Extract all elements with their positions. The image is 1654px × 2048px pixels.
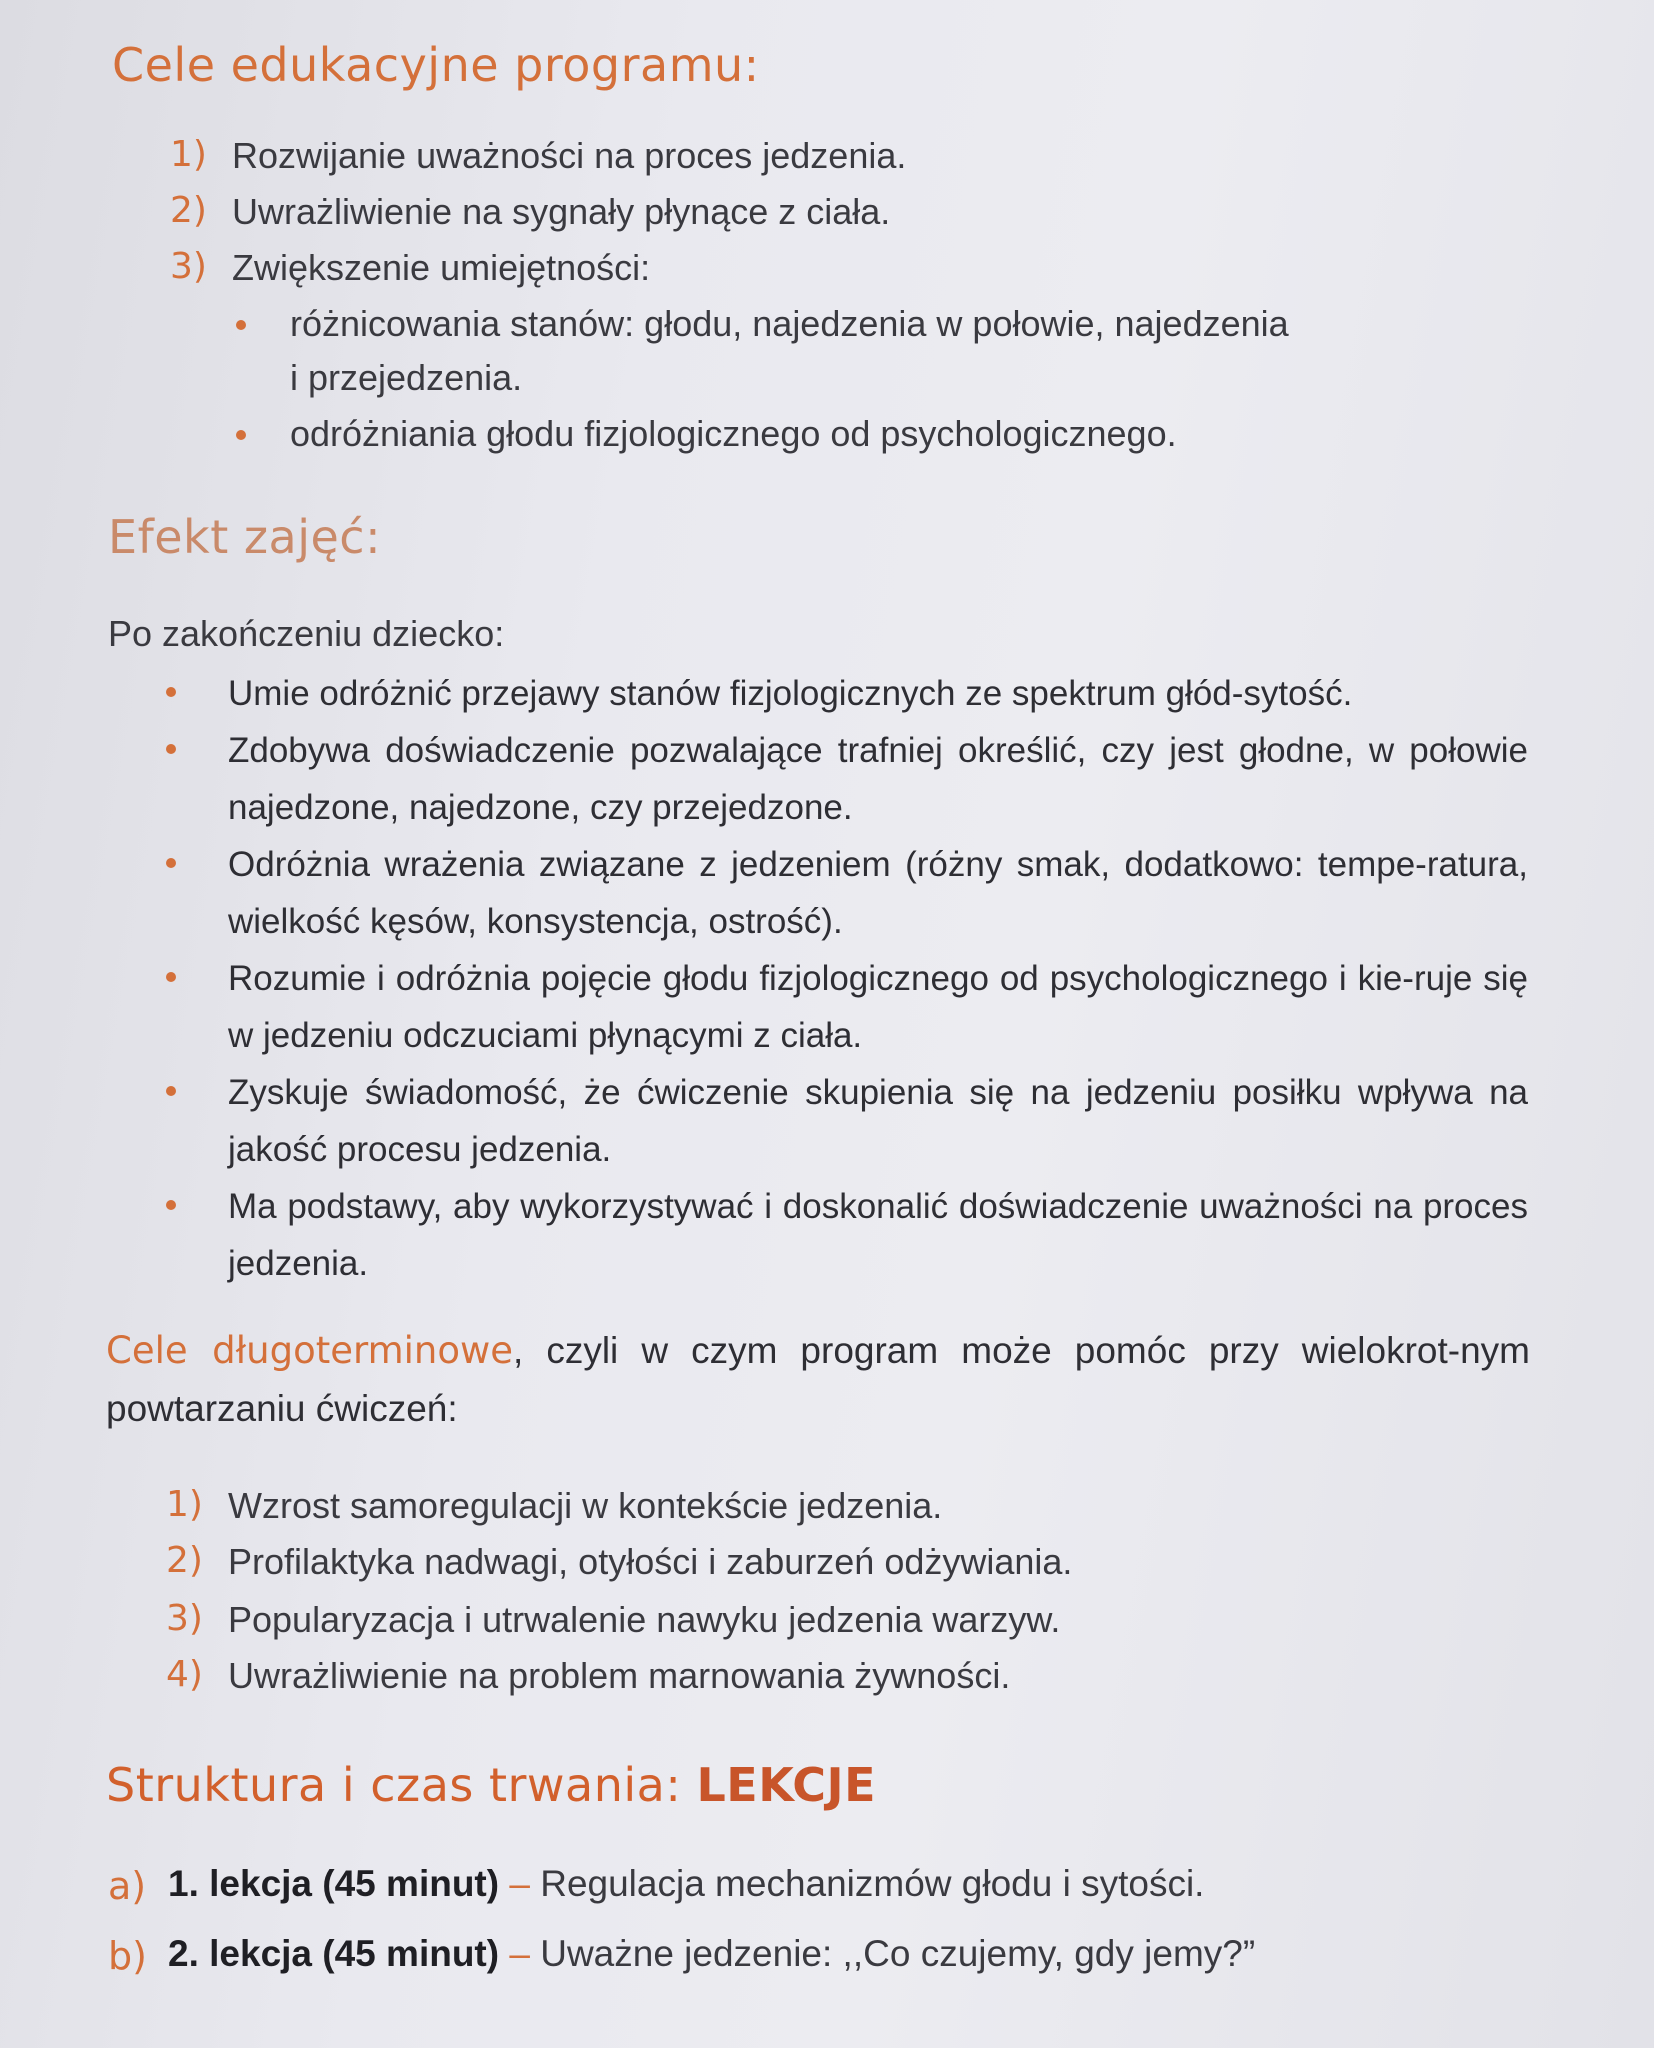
longterm-item: Uwrażliwienie na problem marnowania żywności. — [228, 1655, 1011, 1696]
bullet-icon — [236, 320, 246, 330]
bullet-icon — [166, 744, 176, 754]
goal-item: Zwiększenie umiejętności: — [232, 247, 651, 288]
effect-item: Rozumie i odróżnia pojęcie głodu fizjologicznego od psychologicznego i kie-ruje się w jedzeniu odczuciami płynącymi z ciała. — [228, 959, 1528, 1055]
structure-heading-strong: LEKCJE — [696, 1758, 877, 1812]
goal-number: 2) — [170, 190, 207, 231]
goal-subitem: różnicowania stanów: głodu, najedzenia w połowie, najedzenia — [290, 303, 1289, 344]
longterm-number: 2) — [166, 1540, 203, 1581]
lesson-label: 1. lekcja (45 minut) — [168, 1863, 500, 1904]
goal-item: Uwrażliwienie na sygnały płynące z ciała. — [232, 191, 891, 232]
goal-number: 1) — [170, 134, 207, 175]
longterm-item: Profilaktyka nadwagi, otyłości i zaburzeń odżywiania. — [228, 1541, 1073, 1582]
longterm-paragraph — [106, 1322, 1530, 1438]
goal-subitem-continued: i przejedzenia. — [290, 357, 523, 398]
lesson-marker: a) — [108, 1864, 147, 1908]
effect-item: Odróżnia wrażenia związane z jedzeniem (różny smak, dodatkowo: tempe-ratura, wielkość kęsów, konsystencja, ostrość). — [228, 845, 1528, 941]
structure-heading — [106, 1758, 876, 1812]
bullet-icon — [166, 1200, 176, 1210]
lesson-dash: – — [509, 1933, 530, 1974]
lesson-dash: – — [509, 1863, 530, 1904]
longterm-number: 4) — [166, 1654, 203, 1695]
longterm-heading: Cele długoterminowe — [106, 1329, 514, 1372]
longterm-number: 1) — [166, 1484, 203, 1525]
effect-item: Ma podstawy, aby wykorzystywać i doskonalić doświadczenie uważności na proces jedzenia. — [228, 1187, 1528, 1283]
effect-intro: Po zakończeniu dziecko: — [108, 613, 505, 654]
goals-heading: Cele edukacyjne programu: — [112, 38, 760, 92]
longterm-number: 3) — [166, 1598, 203, 1639]
effect-heading: Efekt zajęć: — [108, 510, 382, 564]
structure-heading-text: Struktura i czas trwania: — [106, 1758, 682, 1812]
effect-item: Umie odróżnić przejawy stanów fizjologicznych ze spektrum głód-sytość. — [228, 674, 1353, 713]
bullet-icon — [166, 972, 176, 982]
lesson-label: 2. lekcja (45 minut) — [168, 1933, 500, 1974]
lesson-item — [168, 1932, 1255, 1976]
lesson-item — [168, 1862, 1204, 1906]
effect-item: Zdobywa doświadczenie pozwalające trafniej określić, czy jest głodne, w połowie najedzone, najedzone, czy przejedzone. — [228, 731, 1528, 827]
lesson-marker: b) — [108, 1934, 147, 1978]
bullet-icon — [166, 687, 176, 697]
lesson-description: Regulacja mechanizmów głodu i sytości. — [540, 1863, 1205, 1904]
lesson-description: Uważne jedzenie: ,,Co czujemy, gdy jemy?” — [540, 1933, 1256, 1974]
longterm-item: Wzrost samoregulacji w kontekście jedzenia. — [228, 1485, 943, 1526]
bullet-icon — [236, 430, 246, 440]
effect-item: Zyskuje świadomość, że ćwiczenie skupienia się na jedzeniu posiłku wpływa na jakość procesu jedzenia. — [228, 1073, 1528, 1169]
longterm-intro: , czyli w czym program może pomóc przy wielokrot-nym powtarzaniu ćwiczeń: — [106, 1330, 1531, 1429]
longterm-item: Popularyzacja i utrwalenie nawyku jedzenia warzyw. — [228, 1599, 1061, 1640]
goal-subitem: odróżniania głodu fizjologicznego od psychologicznego. — [290, 413, 1177, 454]
bullet-icon — [166, 1086, 176, 1096]
goal-item: Rozwijanie uważności na proces jedzenia. — [232, 135, 907, 176]
bullet-icon — [166, 858, 176, 868]
goal-number: 3) — [170, 246, 207, 287]
